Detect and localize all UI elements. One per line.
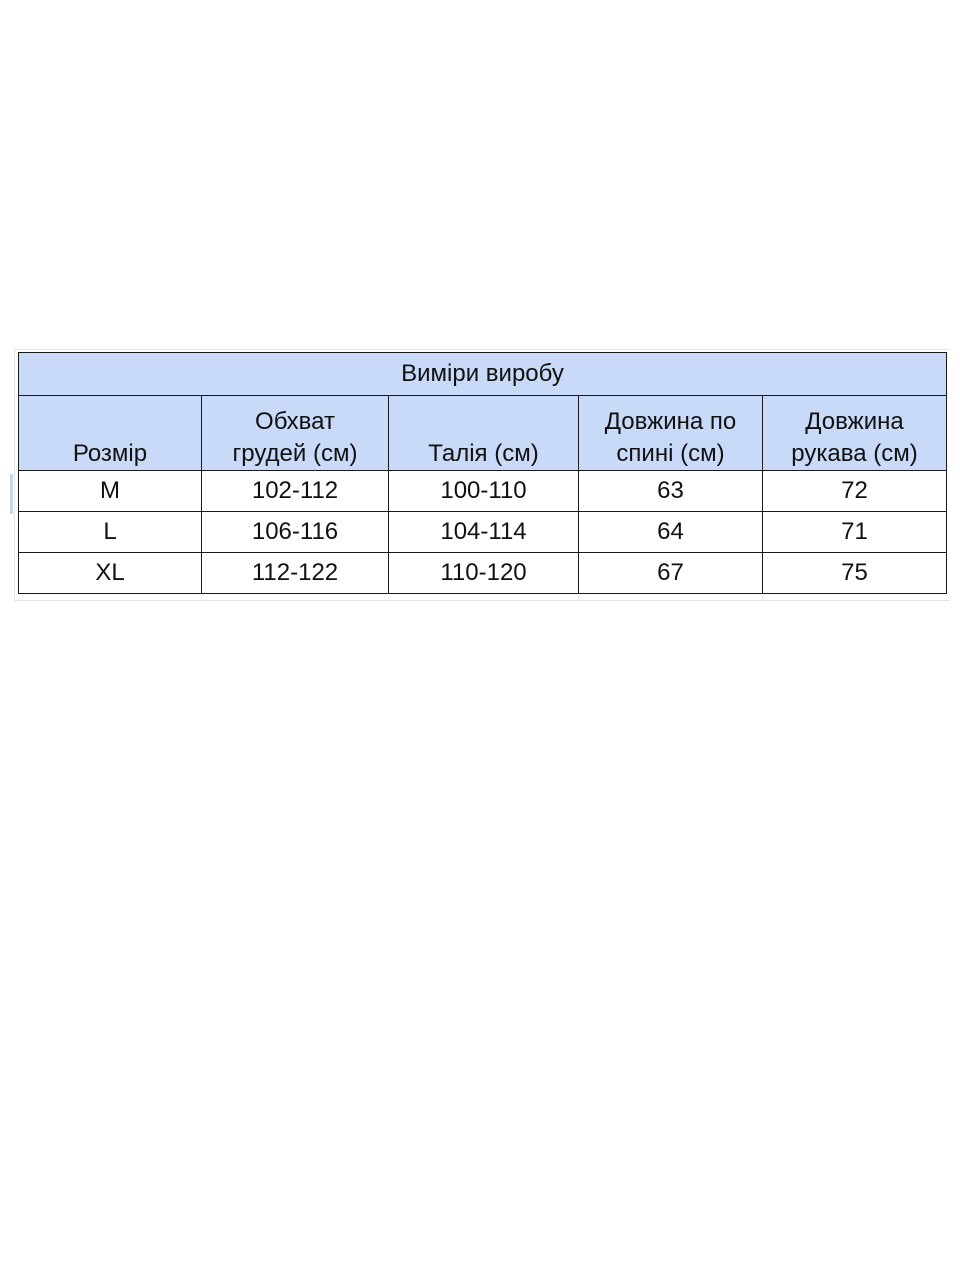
- header-sleeve-length-line-2: рукава (см): [791, 440, 918, 467]
- cell-waist: 100-110: [389, 471, 579, 512]
- cell-sleeve-length: 72: [763, 471, 947, 512]
- cell-back-length: 63: [579, 471, 763, 512]
- size-chart: [18, 352, 946, 594]
- cell-sleeve-length: 71: [763, 512, 947, 553]
- sheet-gridline-top: [14, 349, 950, 350]
- cell-chest: 106-116: [202, 512, 389, 553]
- header-size: [19, 396, 202, 471]
- selected-row-marker: [10, 474, 13, 514]
- title-row: [19, 353, 947, 396]
- cell-chest: 102-112: [202, 471, 389, 512]
- cell-back-length: 64: [579, 512, 763, 553]
- sheet-gridline-left: [14, 349, 15, 601]
- table-row: [19, 512, 947, 553]
- header-sleeve-length: [763, 396, 947, 471]
- header-chest-line-1: Обхват: [255, 408, 335, 435]
- header-back-length-line-1: Довжина по: [604, 408, 737, 435]
- cell-waist: 110-120: [389, 553, 579, 594]
- cell-sleeve-length: 75: [763, 553, 947, 594]
- cell-back-length: 67: [579, 553, 763, 594]
- header-waist: [389, 396, 579, 471]
- cell-waist: 104-114: [389, 512, 579, 553]
- cell-chest: 112-122: [202, 553, 389, 594]
- header-back-length-line-2: спині (см): [616, 440, 725, 467]
- header-waist-line-1: Талія (см): [428, 440, 539, 467]
- cell-size: M: [19, 471, 202, 512]
- cell-size: L: [19, 512, 202, 553]
- sheet-gridline-bottom: [14, 600, 950, 601]
- header-back-length: [579, 396, 763, 471]
- header-chest: [202, 396, 389, 471]
- header-chest-line-2: грудей (см): [232, 440, 358, 467]
- header-sleeve-length-line-1: Довжина: [805, 408, 904, 435]
- cell-size: XL: [19, 553, 202, 594]
- size-table: [18, 352, 947, 594]
- table-title: Виміри виробу: [19, 353, 947, 396]
- header-row: [19, 396, 947, 471]
- header-size-line-1: Розмір: [72, 440, 148, 467]
- table-row: [19, 553, 947, 594]
- table-row: [19, 471, 947, 512]
